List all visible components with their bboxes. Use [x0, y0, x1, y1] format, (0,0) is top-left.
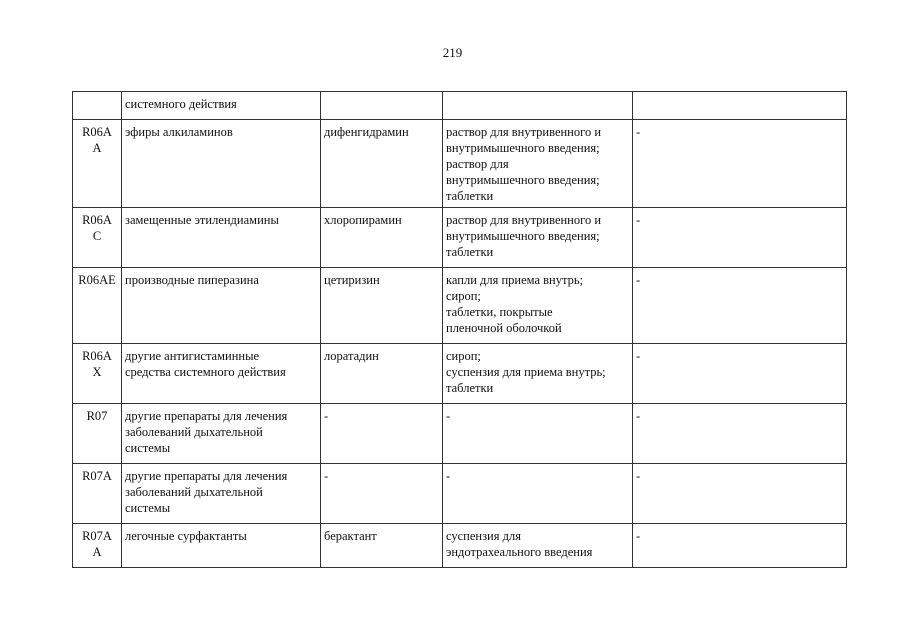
cell-text-line: A: [92, 141, 102, 155]
group-name-cell: [122, 208, 321, 268]
drug-name-cell: [321, 92, 443, 120]
cell-text-line: R06A: [82, 349, 112, 363]
cell-text-line: производные пиперазина: [125, 273, 259, 287]
group-name-cell: [122, 120, 321, 208]
atc-code-cell: [73, 208, 122, 268]
atc-code-cell: [73, 268, 122, 344]
cell-text-line: R06AE: [78, 273, 116, 287]
dosage-forms-cell: [443, 120, 633, 208]
dosage-forms-cell: [443, 92, 633, 120]
cell-text-line: A: [92, 545, 102, 559]
atc-code-cell: [73, 404, 122, 464]
group-name-cell: [122, 464, 321, 524]
cell-text-line: R06A: [82, 125, 112, 139]
cell-text-line: заболеваний дыхательной: [125, 485, 263, 499]
table-row: [73, 208, 847, 268]
cell-text-line: таблетки: [446, 381, 494, 395]
cell-text-line: -: [324, 409, 329, 423]
drug-name-cell: [321, 524, 443, 568]
cell-text-line: сироп;: [446, 349, 481, 363]
cell-text-line: замещенные этилендиамины: [125, 213, 279, 227]
cell-text-line: R07: [86, 409, 108, 423]
table-row: [73, 524, 847, 568]
cell-text-line: суспензия для приема внутрь;: [446, 365, 606, 379]
cell-text-line: -: [636, 273, 641, 287]
cell-text-line: X: [92, 365, 102, 379]
dosage-forms-cell: [443, 524, 633, 568]
cell-text-line: -: [636, 125, 641, 139]
cell-text-line: -: [446, 409, 451, 423]
cell-text-line: внутримышечного введения;: [446, 229, 600, 243]
drug-table: [72, 91, 847, 568]
group-name-cell: [122, 344, 321, 404]
cell-text-line: хлоропирамин: [324, 213, 402, 227]
cell-text-line: другие препараты для лечения: [125, 409, 288, 423]
cell-text-line: внутримышечного введения;: [446, 173, 600, 187]
group-name-cell: [122, 92, 321, 120]
table-row: [73, 120, 847, 208]
dosage-forms-cell: [443, 344, 633, 404]
cell-text-line: R07A: [82, 469, 112, 483]
cell-text-line: -: [636, 469, 641, 483]
table-body: [73, 92, 847, 568]
cell-text-line: таблетки, покрытые: [446, 305, 553, 319]
cell-text-line: легочные сурфактанты: [125, 529, 247, 543]
table-row: [73, 404, 847, 464]
atc-code-cell: [73, 92, 122, 120]
table-row: [73, 464, 847, 524]
drug-name-cell: [321, 120, 443, 208]
cell-text-line: -: [636, 409, 641, 423]
dosage-forms-cell: [443, 268, 633, 344]
group-name-cell: [122, 524, 321, 568]
atc-code-cell: [73, 524, 122, 568]
drug-name-cell: [321, 404, 443, 464]
table-row: [73, 92, 847, 120]
cell-text-line: таблетки: [446, 245, 494, 259]
drug-name-cell: [321, 344, 443, 404]
cell-text-line: -: [636, 529, 641, 543]
cell-text-line: C: [92, 229, 102, 243]
cell-text-line: R07A: [82, 529, 112, 543]
dosage-forms-cell: [443, 208, 633, 268]
cell-text-line: системы: [125, 501, 171, 515]
note-cell: [633, 268, 847, 344]
note-cell: [633, 524, 847, 568]
cell-text-line: системы: [125, 441, 171, 455]
note-cell: [633, 404, 847, 464]
cell-text-line: цетиризин: [324, 273, 380, 287]
cell-text-line: -: [636, 213, 641, 227]
cell-text-line: системного действия: [125, 97, 237, 111]
cell-text-line: лоратадин: [324, 349, 379, 363]
group-name-cell: [122, 268, 321, 344]
cell-text-line: таблетки: [446, 189, 494, 203]
atc-code-cell: [73, 464, 122, 524]
cell-text-line: другие антигистаминные: [125, 349, 260, 363]
cell-text-line: дифенгидрамин: [324, 125, 409, 139]
cell-text-line: -: [446, 469, 451, 483]
cell-text-line: другие препараты для лечения: [125, 469, 288, 483]
page-number: 219: [442, 45, 463, 60]
cell-text-line: -: [636, 349, 641, 363]
note-cell: [633, 464, 847, 524]
group-name-cell: [122, 404, 321, 464]
atc-code-cell: [73, 344, 122, 404]
cell-text-line: капли для приема внутрь;: [446, 273, 584, 287]
cell-text-line: внутримышечного введения;: [446, 141, 600, 155]
drug-name-cell: [321, 208, 443, 268]
note-cell: [633, 208, 847, 268]
dosage-forms-cell: [443, 464, 633, 524]
note-cell: [633, 344, 847, 404]
table-row: [73, 344, 847, 404]
cell-text-line: эфиры алкиламинов: [125, 125, 233, 139]
drug-name-cell: [321, 464, 443, 524]
dosage-forms-cell: [443, 404, 633, 464]
cell-text-line: пленочной оболочкой: [446, 321, 562, 335]
cell-text-line: раствор для внутривенного и: [446, 213, 602, 227]
drug-name-cell: [321, 268, 443, 344]
cell-text-line: заболеваний дыхательной: [125, 425, 263, 439]
cell-text-line: суспензия для: [446, 529, 521, 543]
table-row: [73, 268, 847, 344]
note-cell: [633, 120, 847, 208]
cell-text-line: эндотрахеального введения: [446, 545, 593, 559]
atc-code-cell: [73, 120, 122, 208]
cell-text-line: -: [324, 469, 329, 483]
cell-text-line: сироп;: [446, 289, 481, 303]
note-cell: [633, 92, 847, 120]
cell-text-line: берактант: [324, 529, 377, 543]
cell-text-line: раствор для: [446, 157, 509, 171]
cell-text-line: R06A: [82, 213, 112, 227]
cell-text-line: раствор для внутривенного и: [446, 125, 602, 139]
cell-text-line: средства системного действия: [125, 365, 286, 379]
